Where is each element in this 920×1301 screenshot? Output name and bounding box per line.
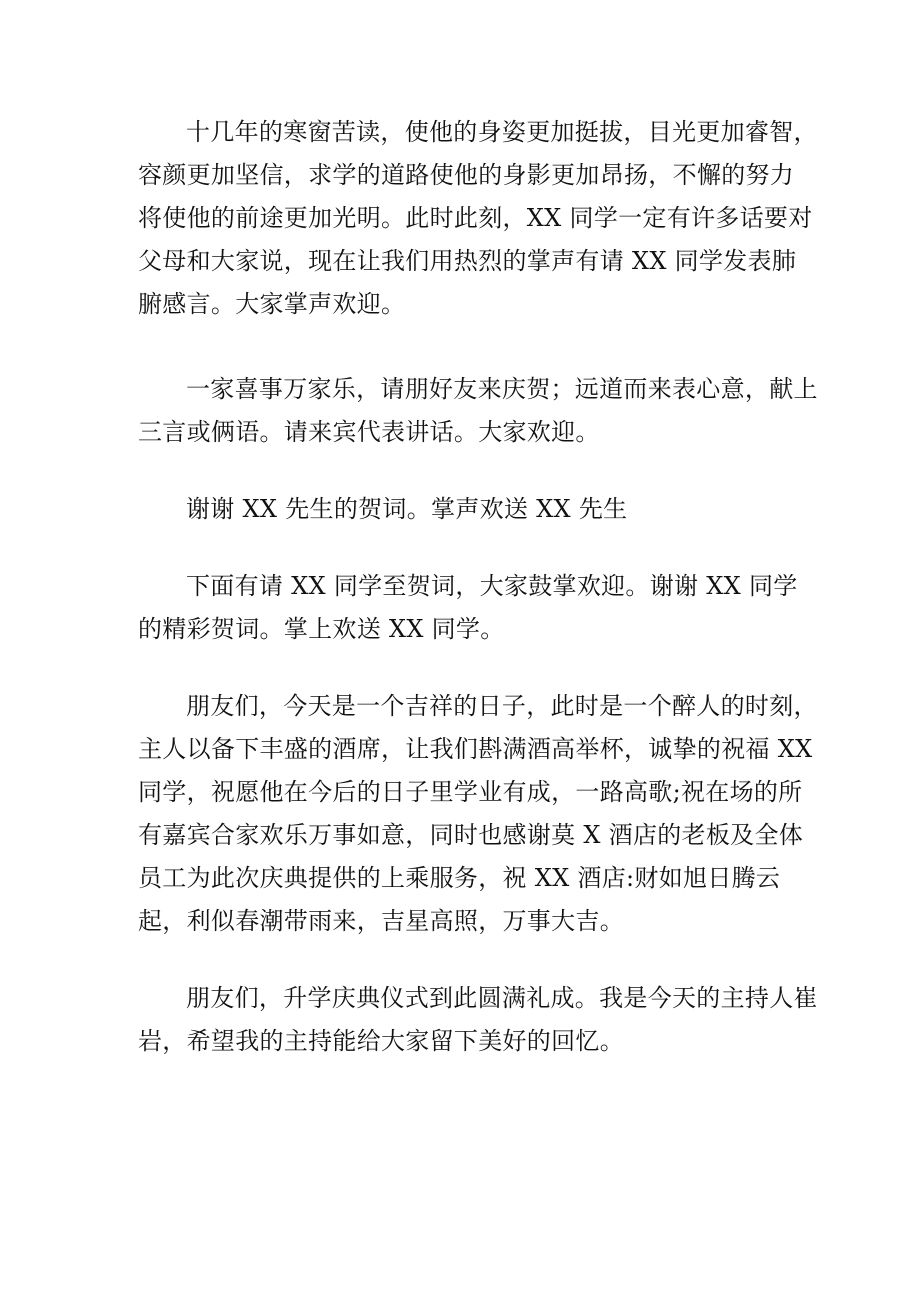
paragraph-2: 一家喜事万家乐，请朋好友来庆贺；远道而来表心意，献上三言或俩语。请来宾代表讲话。大家欢迎。 [138, 375, 818, 446]
paragraph-4: 下面有请 XX 同学至贺词，大家鼓掌欢迎。谢谢 XX 同学的精彩贺词。掌上欢送 XX 同学。 [138, 572, 798, 643]
paragraph-6: 朋友们，升学庆典仪式到此圆满礼成。我是今天的主持人崔岩，希望我的主持能给大家留下美好的回忆。 [138, 984, 818, 1055]
paragraph-5: 朋友们，今天是一个吉祥的日子，此时是一个醉人的时刻，主人以备下丰盛的酒席，让我们斟满酒高举杯，诚挚的祝福 XX 同学，祝愿他在今后的日子里学业有成，一路高歌;祝在场的所有嘉宾合家欢乐万事如意，同时也感谢莫 X 酒店的老板及全体员工为此次庆典提供的上乘服务，祝 XX 酒店:财如旭日腾云起，利似春潮带雨来，吉星高照，万事大吉。 [138, 692, 818, 935]
paragraph-1: 十几年的寒窗苦读，使他的身姿更加挺拔，目光更加睿智，容颜更加坚信，求学的道路使他的身影更加昂扬，不懈的努力将使他的前途更加光明。此时此刻，XX 同学一定有许多话要对父母和大家说，现在让我们用热烈的掌声有请 XX 同学发表肺腑感言。大家掌声欢迎。 [138, 118, 818, 318]
paragraph-3: 谢谢 XX 先生的贺词。掌声欢送 XX 先生 [186, 495, 628, 523]
document-body [138, 111, 818, 1063]
